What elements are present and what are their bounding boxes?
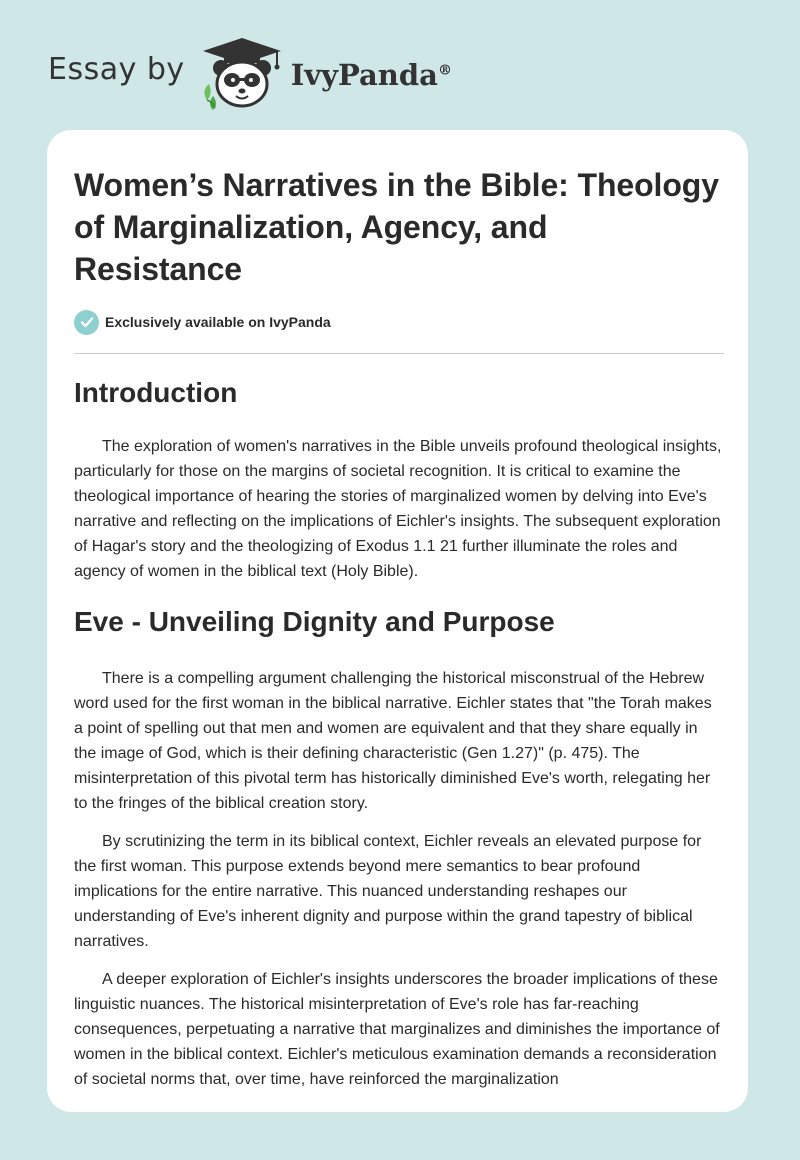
registered-mark: ® [437, 62, 452, 79]
paragraph: There is a compelling argument challenging the historical misconstrual of the Hebrew word used for the first woman in the biblical narrative. Eichler states that "the Torah makes a point of spelling out that men and women are equivalent and that they share equally in the image of God, which is their defining characteristic (Gen 1.27)" (p. 475). The misinterpretation of this pivotal term has historically diminished Eve's worth, relegating her to the fringes of the biblical creation story. [74, 670, 712, 812]
essay-content [74, 164, 724, 1092]
divider [74, 353, 724, 354]
section-heading-eve: Eve - Unveiling Dignity and Purpose [74, 606, 555, 637]
checkmark-icon [74, 310, 99, 335]
ivypanda-logo-icon[interactable] [199, 36, 285, 110]
brand-name[interactable] [291, 58, 452, 92]
exclusive-label: Exclusively available on IvyPanda [105, 314, 331, 330]
section-heading-introduction: Introduction [74, 377, 238, 408]
essay-card [47, 130, 748, 1112]
paragraph: By scrutinizing the term in its biblical context, Eichler reveals an elevated purpose for the first woman. This purpose extends beyond mere semantics to bear profound implications for the entire narrative. This nuanced understanding reshapes our understanding of Eve's inherent dignity and purpose within the grand tapestry of biblical narratives. [74, 833, 702, 950]
paragraph: A deeper exploration of Eichler's insights underscores the broader implications of these linguistic nuances. The historical misinterpretation of Eve's role has far-reaching consequences, perpetuating a narrative that marginalizes and diminishes the importance of women in the biblical context. Eichler's meticulous examination demands a reconsideration of societal norms that, over time, have reinforced the marginalization [74, 971, 720, 1088]
brand-name-text: IvyPanda [290, 58, 438, 92]
essay-title: Women’s Narratives in the Bible: Theology of Marginalization, Agency, and Resistance [74, 167, 719, 287]
exclusive-badge [74, 308, 724, 336]
brand-header [48, 36, 452, 110]
brand-prefix: Essay by [48, 51, 185, 87]
paragraph: The exploration of women's narratives in the Bible unveils profound theological insights, particularly for those on the margins of societal recognition. It is critical to examine the theological importance of hearing the stories of marginalized women by delving into Eve's narrative and reflecting on the implications of Eichler's insights. The subsequent exploration of Hagar's story and the theologizing of Exodus 1.1 21 further illuminate the roles and agency of women in the biblical text (Holy Bible). [74, 438, 722, 580]
